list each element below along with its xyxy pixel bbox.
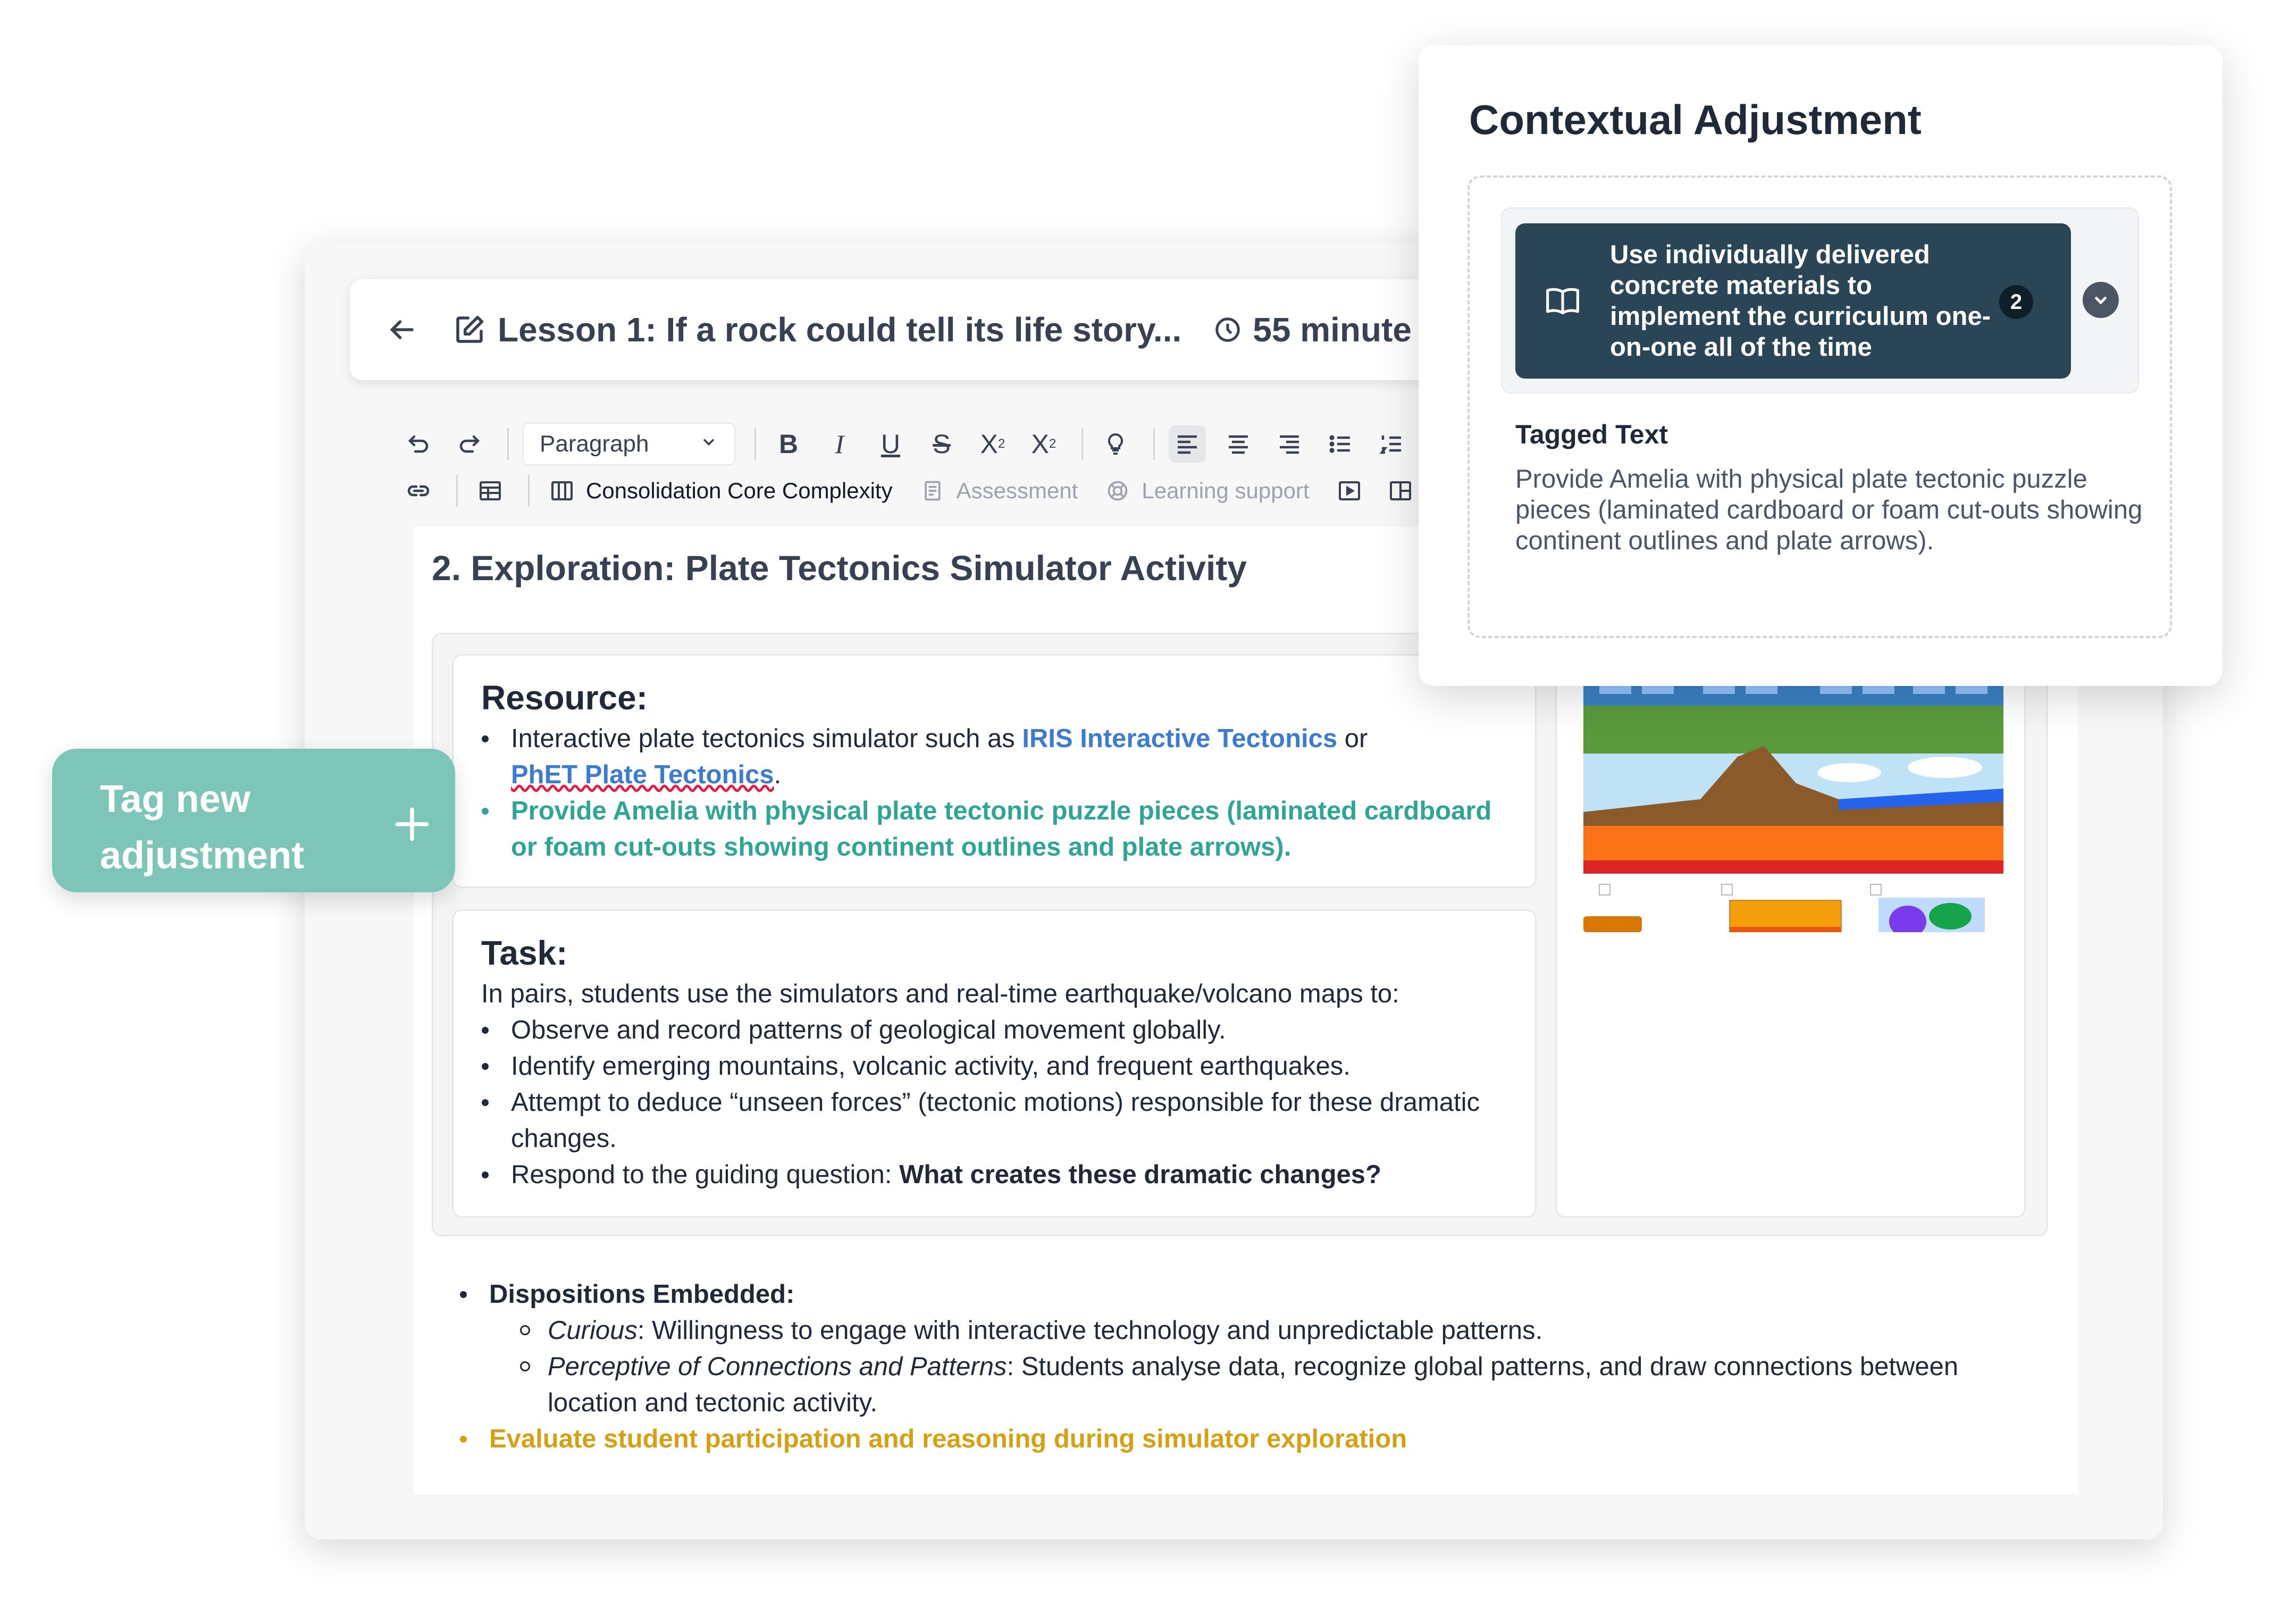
numbered-list-icon[interactable] [1373, 425, 1410, 463]
tag-new-adjustment-label: Tag new adjustment [100, 778, 305, 877]
block-format-value: Paragraph [540, 431, 649, 457]
subscript-icon[interactable]: X 2 [1031, 429, 1056, 459]
phet-tectonics-link[interactable]: PhET Plate Tectonics [511, 760, 774, 789]
toolbar-divider [754, 428, 756, 460]
toolbar-divider [1153, 428, 1155, 460]
assessment-list-item [489, 1421, 2052, 1457]
list-item: Observe and record patterns of geological movement globally. [511, 1012, 1496, 1048]
sub-list-item: Perceptive of Connections and Patterns: Students analyse data, recognize global patterns, and draw connections between location and tectonic activity. [548, 1349, 2052, 1421]
task-title: Task: [481, 934, 568, 972]
list-item: Interactive plate tectonics simulator such as IRIS Interactive Tectonics or PhET Plate Tectonics. [511, 721, 1517, 793]
list-item: Respond to the guiding question: What creates these dramatic changes? [511, 1157, 1496, 1193]
toolbar-divider [1081, 428, 1083, 460]
bold-icon[interactable]: B [778, 429, 799, 459]
underline-icon[interactable]: U [880, 429, 901, 459]
clock-icon [1213, 313, 1246, 346]
tagged-text-highlight[interactable]: Provide Amelia with physical plate tectonic puzzle pieces (laminated cardboard or foam cut-outs showing continent outlines and plate arrows). [511, 797, 1492, 861]
tagged-text-value: Provide Amelia with physical plate tectonic puzzle pieces (laminated cardboard or foam cut-outs showing continent outlines and plate arrows). [1515, 465, 2143, 555]
block-format-select[interactable] [523, 423, 735, 465]
tagged-text-label: Tagged Text [1515, 420, 1668, 449]
assessment-button[interactable]: Assessment [956, 478, 1078, 503]
undo-icon[interactable] [400, 425, 437, 463]
iris-tectonics-link[interactable]: IRIS Interactive Tectonics [1022, 724, 1338, 753]
list-item: Identify emerging mountains, volcanic activity, and frequent earthquakes. [511, 1048, 1496, 1084]
align-center-icon[interactable] [1220, 425, 1257, 463]
lightbulb-icon[interactable] [1097, 425, 1134, 463]
plate-tectonics-simulator-image[interactable] [1583, 666, 2003, 932]
italic-icon[interactable]: I [835, 429, 844, 459]
editor-toolbar [400, 420, 1453, 521]
chevron-down-icon[interactable] [2083, 282, 2119, 318]
toolbar-divider [528, 475, 530, 507]
resource-title: Resource: [481, 679, 648, 717]
popup-title: Contextual Adjustment [1469, 96, 1922, 143]
arrow-left-icon[interactable] [383, 311, 420, 348]
bullet-list-icon[interactable] [1322, 425, 1359, 463]
strikethrough-icon[interactable]: S [933, 429, 951, 459]
simulator-screenshot-box [1555, 654, 2026, 1218]
tagged-list-item[interactable] [511, 793, 1517, 865]
layout-icon[interactable] [1382, 472, 1419, 509]
align-right-icon[interactable] [1271, 425, 1308, 463]
list-item: Attempt to deduce “unseen forces” (tectonic motions) responsible for these dramatic changes. [511, 1084, 1496, 1157]
assessment-icon[interactable] [914, 472, 951, 509]
tag-new-adjustment-button[interactable] [52, 749, 455, 892]
consolidation-core-complexity-button[interactable]: Consolidation Core Complexity [586, 478, 893, 503]
columns-icon[interactable] [543, 472, 581, 509]
task-intro: In pairs, students use the simulators and real-time earthquake/volcano maps to: [481, 980, 1399, 1008]
redo-icon[interactable] [451, 425, 488, 463]
link-icon[interactable] [400, 472, 437, 509]
edit-document-icon[interactable] [452, 311, 490, 349]
superscript-icon[interactable]: X 2 [980, 429, 1005, 459]
dispositions-section [457, 1276, 2052, 1457]
lesson-duration: 55 minute [1253, 311, 1412, 349]
learning-support-icon[interactable] [1099, 472, 1136, 509]
sub-list-item: Curious: Willingness to engage with interactive technology and unpredictable patterns. [548, 1312, 2052, 1349]
table-icon[interactable] [472, 472, 509, 509]
resource-box [452, 654, 1537, 888]
adjustment-chip-text: Use individually delivered concrete materials to implement the curriculum one-on-one all of the time [1610, 240, 1991, 362]
chevron-down-icon [699, 431, 718, 457]
video-icon[interactable] [1331, 472, 1368, 509]
dispositions-heading: Dispositions Embedded: [489, 1280, 795, 1309]
assessment-highlight[interactable]: Evaluate student participation and reasoning during simulator exploration [489, 1425, 1407, 1453]
lesson-title: Lesson 1: If a rock could tell its life story... [498, 311, 1182, 349]
adjustment-chip[interactable] [1515, 223, 2071, 379]
learning-support-button[interactable]: Learning support [1142, 478, 1310, 503]
toolbar-divider [456, 475, 458, 507]
align-left-icon[interactable] [1169, 425, 1206, 463]
list-item [489, 1276, 2052, 1421]
section-heading: 2. Exploration: Plate Tectonics Simulator Activity [432, 548, 1247, 588]
task-box [452, 909, 1537, 1218]
adjustment-count-badge: 2 [1999, 285, 2033, 319]
book-icon [1545, 285, 1581, 317]
plus-icon [392, 805, 432, 844]
toolbar-divider [507, 428, 509, 460]
